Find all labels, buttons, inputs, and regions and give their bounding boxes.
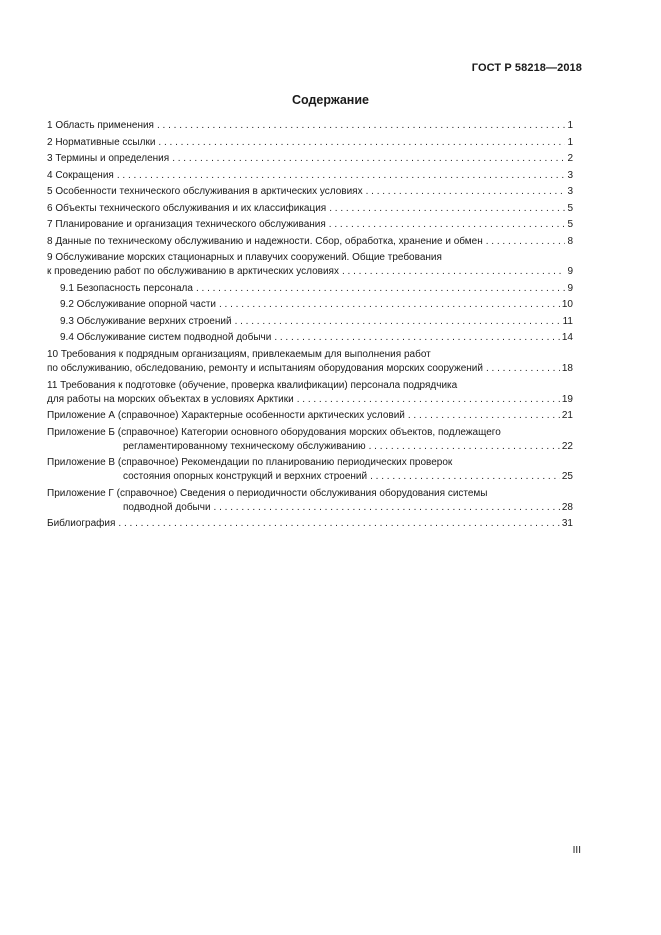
toc-entry[interactable] [47, 379, 573, 407]
toc-entry[interactable] [47, 152, 573, 166]
toc-entry[interactable] [47, 298, 573, 312]
toc-entry[interactable] [47, 235, 573, 249]
dot-leader [172, 152, 565, 166]
dot-leader [196, 282, 565, 296]
toc-entry[interactable] [47, 348, 573, 376]
toc-entry-page: 18 [561, 363, 573, 374]
toc-entry-title: регламентированному техническому обслуживанию [123, 440, 366, 452]
toc-entry-title-line1: 11 Требования к подготовке (обучение, проверка квалификации) персонала подрядчика [47, 379, 458, 391]
toc-entry-page: 1 [567, 136, 573, 148]
toc-entry-page: 9 [567, 282, 573, 294]
toc-entry-title: по обслуживанию, обследованию, ремонту и испытаниям оборудования морских сооружений [47, 363, 483, 374]
toc-entry-page: 2 [567, 153, 573, 164]
toc-entry-page: 19 [561, 393, 573, 405]
dot-leader [369, 440, 560, 454]
toc-entry-page: 28 [561, 501, 573, 513]
toc-entry[interactable] [47, 517, 573, 531]
toc-entry[interactable] [47, 487, 573, 515]
toc-entry-title-line1: 10 Требования к подрядным организациям, привлекаемым для выполнения работ [47, 349, 431, 360]
dot-leader [486, 362, 560, 376]
toc-entry[interactable] [47, 426, 573, 454]
dot-leader [274, 331, 560, 345]
toc-entry-title: к проведению работ по обслуживанию в арктических условиях [47, 266, 339, 277]
dot-leader [235, 315, 561, 329]
dot-leader [157, 119, 565, 133]
toc-entry[interactable] [47, 315, 573, 329]
toc-entry-page: 3 [567, 169, 573, 181]
dot-leader [297, 393, 560, 407]
toc-entry[interactable] [47, 136, 573, 150]
dot-leader [366, 185, 566, 199]
toc-entry[interactable] [47, 185, 573, 199]
toc-entry-title-line1: Приложение В (справочное) Рекомендации по планированию периодических проверок [47, 457, 453, 468]
dot-leader [408, 409, 560, 423]
dot-leader [486, 235, 566, 249]
dot-leader [118, 517, 559, 531]
dot-leader [329, 218, 566, 232]
toc-entry[interactable] [47, 119, 573, 133]
dot-leader [342, 265, 565, 279]
toc-entry-page: 5 [567, 202, 573, 214]
toc-entry-page: 31 [561, 518, 573, 529]
toc-entry[interactable] [47, 169, 573, 183]
toc-entry-title: 9.4 Обслуживание систем подводной добычи [60, 332, 272, 343]
toc-entry-page: 8 [567, 235, 573, 247]
toc-entry-title: 9.1 Безопасность персонала [60, 282, 193, 294]
toc-entry-title: 2 Нормативные ссылки [47, 136, 156, 148]
toc-entry-title: состояния опорных конструкций и верхних строений [123, 471, 368, 482]
toc-entry-page: 3 [567, 186, 573, 197]
toc-entry-title: для работы на морских объектах в условиях Арктики [47, 393, 294, 405]
dot-leader [219, 298, 560, 312]
toc-entry-title: 7 Планирование и организация технического обслуживания [47, 219, 326, 230]
page-title: Содержание [291, 93, 369, 107]
toc-entry-page: 11 [562, 315, 573, 327]
toc-entry-title: 6 Объекты технического обслуживания и их классификация [47, 202, 327, 214]
toc-entry-page: 14 [561, 332, 573, 343]
dot-leader [214, 501, 560, 515]
toc-entry[interactable] [47, 331, 573, 345]
toc-entry-title: 1 Область применения [47, 120, 154, 131]
toc-entry-title: подводной добычи [123, 501, 211, 513]
toc-entry-title: 4 Сокращения [47, 169, 114, 181]
page-number: III [572, 845, 581, 856]
toc-entry-page: 25 [561, 471, 573, 482]
dot-leader [158, 136, 565, 150]
toc-entry-page: 5 [567, 219, 573, 230]
toc-entry-title-line1: 9 Обслуживание морских стационарных и плавучих сооружений. Общие требования [47, 252, 442, 263]
toc-entry-title: Приложение А (справочное) Характерные особенности арктических условий [47, 410, 405, 421]
toc-entry[interactable] [47, 282, 573, 296]
toc-entry-title-line1: Приложение Б (справочное) Категории основного оборудования морских объектов, подлежащего [47, 426, 501, 438]
table-of-contents [47, 119, 573, 534]
toc-entry[interactable] [47, 251, 573, 279]
toc-entry-title: Библиография [47, 518, 116, 529]
toc-entry[interactable] [47, 409, 573, 423]
toc-entry-title: 8 Данные по техническому обслуживанию и надежности. Сбор, обработка, хранение и обмен [47, 235, 483, 247]
toc-entry-title: 5 Особенности технического обслуживания в арктических условиях [47, 186, 363, 197]
dot-leader [370, 470, 560, 484]
toc-entry-title: 3 Термины и определения [47, 153, 170, 164]
toc-entry-page: 9 [567, 266, 573, 277]
dot-leader [329, 202, 565, 216]
toc-entry-title-line1: Приложение Г (справочное) Сведения о периодичности обслуживания оборудования системы [47, 487, 488, 499]
toc-entry-page: 21 [561, 410, 573, 421]
document-id: ГОСТ Р 58218—2018 [471, 62, 582, 74]
toc-entry-page: 22 [561, 440, 573, 452]
toc-entry-page: 1 [567, 120, 573, 131]
toc-entry[interactable] [47, 456, 573, 484]
toc-entry-page: 10 [561, 299, 573, 310]
toc-entry[interactable] [47, 218, 573, 232]
toc-entry-title: 9.3 Обслуживание верхних строений [60, 315, 232, 327]
dot-leader [117, 169, 566, 183]
toc-entry[interactable] [47, 202, 573, 216]
toc-entry-title: 9.2 Обслуживание опорной части [60, 299, 216, 310]
